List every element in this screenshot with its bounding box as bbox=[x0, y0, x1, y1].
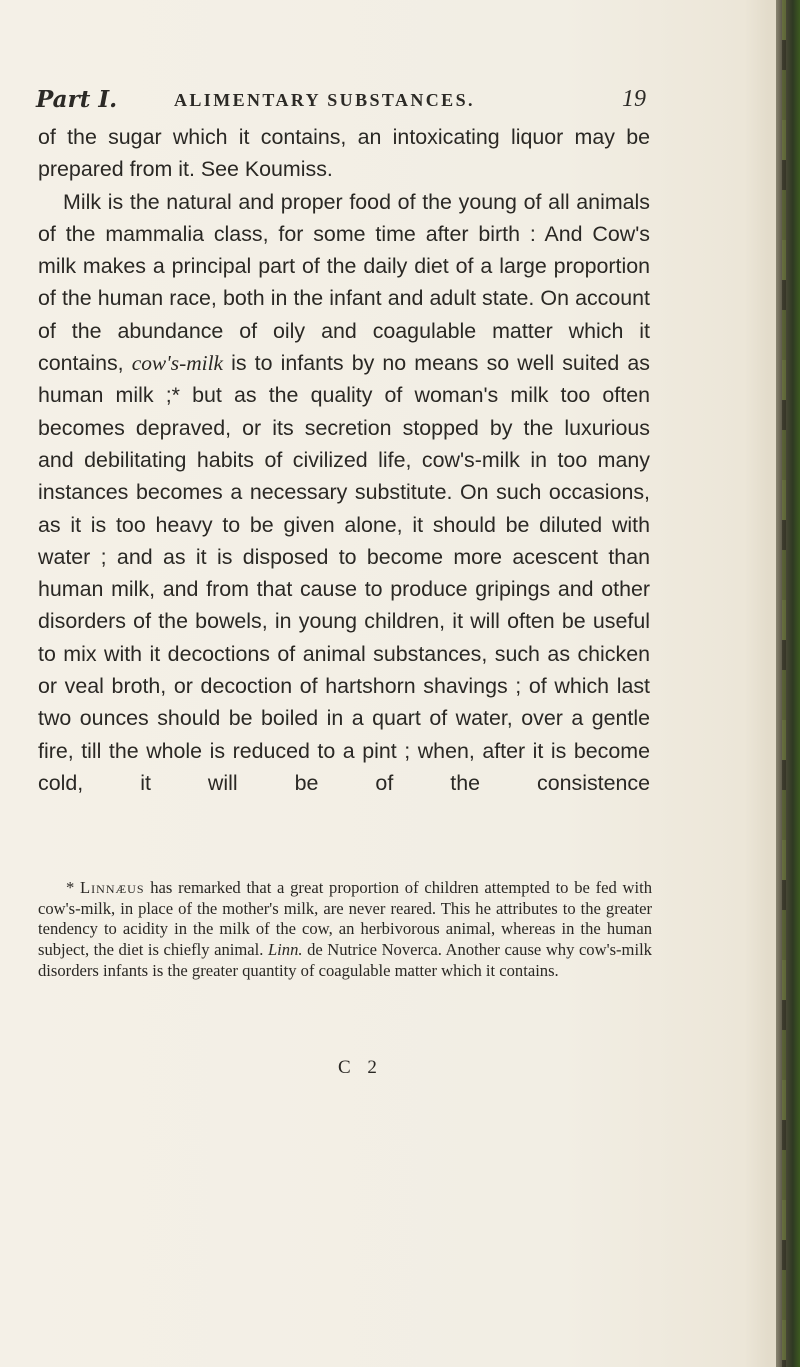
footnote-body: has remarked that a great proportion of children attempted to be fed with cow's-milk, in place of the mother's milk, are never reared. This he attributes to the greater tendency to acidity in the milk of the cow, an herbivorous animal, whereas in the human subject, the diet is chiefly animal. bbox=[38, 878, 652, 960]
paragraph-milk bbox=[38, 186, 650, 800]
main-text bbox=[38, 121, 650, 799]
part-label: Part I. bbox=[36, 86, 118, 113]
paragraph-text: is to infants by no means so well suited as human milk ;* but as the quality of woman's milk too often becomes depraved, or its secretion stopped by the luxurious and debilitating habits of civilized life, cow's-milk in too many instances becomes a necessary substitute. On such occasions, as it is too heavy to be given alone, it should be diluted with water ; and as it is disposed to become more acescent than human milk, and from that cause to produce gripings and other disorders of the bowels, in young children, it will often be useful to mix with it decoctions of animal substances, such as chicken or veal broth, or decoction of hartshorn shavings ; of which last two ounces should be boiled in a quart of water, over a gentle fire, till the whole is reduced to a pint ; when, after it is become cold, it will be of the consistence bbox=[38, 351, 650, 795]
footnote-citation: Linn. bbox=[267, 940, 303, 960]
italic-term: cow's-milk bbox=[131, 351, 224, 376]
paragraph-continued: of the sugar which it contains, an intoxicating liquor may be prepared from it. See Koumiss. bbox=[38, 125, 650, 182]
footnote-text bbox=[38, 878, 652, 982]
binding-edge bbox=[776, 0, 800, 1367]
footnote-author: Linnæus bbox=[80, 878, 145, 897]
running-title: ALIMENTARY SUBSTANCES. bbox=[174, 90, 475, 110]
paragraph-text: Milk is the natural and proper food of the young of all animals of the mammalia class, for some time after birth : And Cow's milk makes a principal part of the daily diet of a large proportion of the human race, both in the infant and adult state. On account of the abundance of oily and coagulable matter which it contains, bbox=[38, 189, 650, 376]
footnote-body: de Nutrice Noverca. Another cause why cow's-milk disorders infants is the greater quantity of coagulable matter which it contains. bbox=[38, 940, 652, 980]
page-number: 19 bbox=[622, 86, 646, 112]
footnote bbox=[38, 878, 652, 982]
signature-mark: C 2 bbox=[338, 1057, 383, 1078]
footnote-mark: * bbox=[66, 878, 81, 897]
page-header bbox=[36, 86, 756, 116]
